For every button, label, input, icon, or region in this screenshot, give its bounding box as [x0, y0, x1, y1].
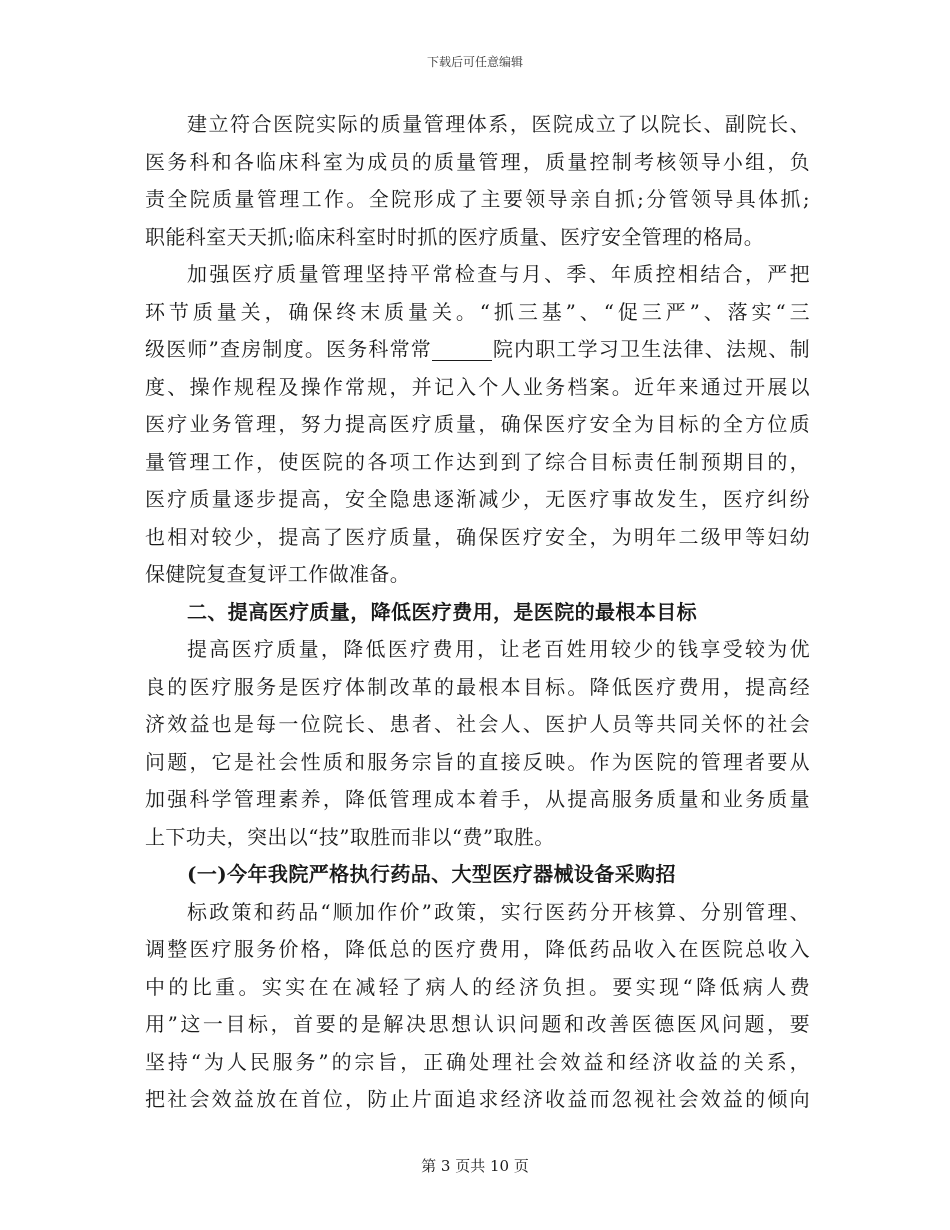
- paragraph-line: 良的医疗服务是医疗体制改革的最根本目标。降低医疗费用，提高经: [145, 674, 810, 699]
- paragraph-line: 医疗业务管理，努力提高医疗质量，确保医疗安全为目标的全方位质: [145, 412, 810, 436]
- paragraph-line: 医务科和各临床科室为成员的质量管理，质量控制考核领导小组，负: [145, 149, 810, 174]
- paragraph-line: 上下功夫，突出以“技”取胜而非以“费”取胜。: [145, 824, 555, 849]
- section-heading: 二、提高医疗质量，降低医疗费用，是医院的最根本目标: [187, 599, 697, 624]
- paragraph-line: [145, 331, 810, 369]
- paragraph-line: 坚持“为人民服务”的宗旨，正确处理社会效益和经济收益的关系，: [145, 1049, 810, 1074]
- line-segment: 级医师”查房制度。医务科常常: [145, 337, 433, 361]
- paragraph-line: 医疗质量逐步提高，安全隐患逐渐减少，无医疗事故发生，医疗纠纷: [145, 487, 810, 511]
- paragraph-line: 职能科室天天抓;临床科室时时抓的医疗质量、医疗安全管理的格局。: [145, 224, 765, 249]
- paragraph-line: 提高医疗质量，降低医疗费用，让老百姓用较少的钱享受较为优: [187, 637, 810, 661]
- paragraph-line: 度、操作规程及操作常规，并记入个人业务档案。近年来通过开展以: [145, 374, 810, 399]
- paragraph-line: 加强医疗质量管理坚持平常检查与月、季、年质控相结合，严把: [187, 262, 810, 286]
- paragraph-line: 责全院质量管理工作。全院形成了主要领导亲自抓;分管领导具体抓;: [145, 187, 810, 211]
- paragraph-line: 量管理工作，使医院的各项工作达到到了综合目标责任制预期目的，: [145, 449, 810, 474]
- paragraph-line: 环节质量关，确保终末质量关。“抓三基”、“促三严”、落实“三: [145, 299, 810, 324]
- paragraph-line: 问题，它是社会性质和服务宗旨的直接反映。作为医院的管理者要从: [145, 749, 810, 774]
- page-footer: 第 3 页共 10 页: [421, 1157, 529, 1175]
- paragraph-line: 保健院复查复评工作做准备。: [145, 562, 411, 586]
- paragraph-line: 也相对较少，提高了医疗质量，确保医疗安全，为明年二级甲等妇幼: [145, 524, 810, 549]
- line-segment: 院内职工学习卫生法律、法规、制: [492, 337, 811, 361]
- paragraph-line: 标政策和药品“顺加作价”政策，实行医药分开核算、分别管理、: [187, 899, 810, 924]
- page-header: 下载后可任意编辑: [426, 55, 523, 69]
- fill-in-blank: [432, 340, 492, 361]
- paragraph-line: 调整医疗服务价格，降低总的医疗费用，降低药品收入在医院总收入: [145, 937, 810, 961]
- paragraph-line: 用”这一目标，首要的是解决思想认识问题和改善医德医风问题，要: [145, 1012, 810, 1036]
- paragraph-line: 加强科学管理素养，降低管理成本着手，从提高服务质量和业务质量: [145, 787, 810, 811]
- paragraph-line: 济效益也是每一位院长、患者、社会人、医护人员等共同关怀的社会: [145, 712, 810, 736]
- subsection-heading: (一)今年我院严格执行药品、大型医疗器械设备采购招: [187, 862, 676, 886]
- paragraph-line: 建立符合医院实际的质量管理体系，医院成立了以院长、副院长、: [187, 112, 810, 136]
- document-body: [145, 106, 810, 1119]
- paragraph-line: 把社会效益放在首位，防止片面追求经济收益而忽视社会效益的倾向: [145, 1087, 810, 1111]
- paragraph-line: 中的比重。实实在在减轻了病人的经济负担。要实现“降低病人费: [145, 974, 810, 999]
